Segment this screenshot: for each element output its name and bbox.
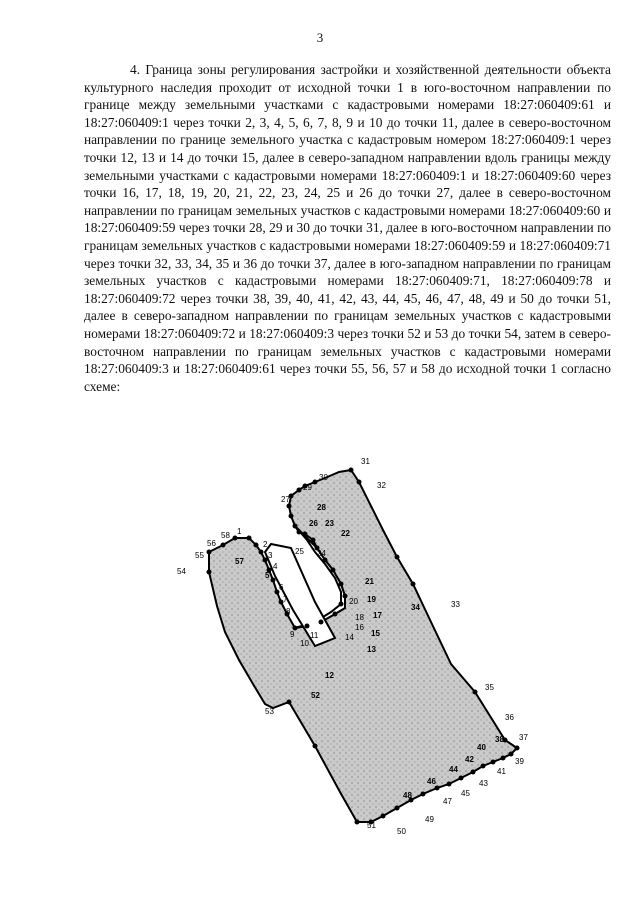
label-p36: 36 <box>505 713 514 722</box>
label-p27: 27 <box>281 495 290 504</box>
label-p14: 14 <box>345 633 354 642</box>
label-p43: 43 <box>479 779 488 788</box>
label-p49: 49 <box>425 815 434 824</box>
page-number: 3 <box>316 30 324 45</box>
label-p50: 50 <box>397 827 406 836</box>
label-p28: 28 <box>317 503 326 512</box>
label-p17: 17 <box>373 611 382 620</box>
label-p25: 25 <box>295 547 304 556</box>
label-p20: 20 <box>349 597 358 606</box>
label-p15: 15 <box>371 629 380 638</box>
label-p44: 44 <box>449 765 458 774</box>
label-p1: 1 <box>237 527 242 536</box>
label-p24: 24 <box>317 549 326 558</box>
label-p23: 23 <box>325 519 334 528</box>
label-p38: 38 <box>495 735 504 744</box>
label-p33: 33 <box>451 600 460 609</box>
label-p35: 35 <box>485 683 494 692</box>
label-p9: 9 <box>290 630 295 639</box>
label-p6: 6 <box>279 583 284 592</box>
label-p19: 19 <box>367 595 376 604</box>
label-p22: 22 <box>341 529 350 538</box>
label-p57: 57 <box>235 557 244 566</box>
label-p54: 54 <box>177 567 186 576</box>
boundary-description: 4. Граница зоны регулирования застройки и хозяйственной деятельности объекта культурного наследия проходит от исходной точки 1 в юго-восточном направлении по границе между земельными участками с кадастровыми номерами 18:27:060409:61 и 18:27:060409:1 через точки 2, 3, 4, 5, 6, 7, 8, 9 и 10 до точки 11, далее в северо-восточном направлении по границе земельного участка с кадастровым номером 18:27:060409:1 через точки 12, 13 и 14 до точки 15, далее в северо-западном направлении вдоль границы между земельными участками с кадастровыми номерами 18:27:060409:1 и 18:27:060409:60 через точки 16, 17, 18, 19, 20, 21, 22, 23, 24, 25 и 26 до точки 27, далее в северо-восточном направлении по границам земельных участков с кадастровыми номерами 18:27:060409:60 и 18:27:060409:59 через точки 28, 29 и 30 до точки 31, далее в юго-восточном направлении по границам земельных участков с кадастровыми номерами 18:27:060409:59 и 18:27:060409:71 через точки 32, 33, 34, 35 и 36 до точки 37, далее в юго-западном направлении по границам земельных участков с кадастровыми номерами 18:27:060409:71, 18:27:060409:78 и 18:27:060409:72 через точки 38, 39, 40, 41, 42, 43, 44, 45, 46, 47, 48, 49 и 50 до точки 51, далее в северо-западном направлении по границам земельных участков с кадастровыми номерами 18:27:060409:72 и 18:27:060409:3 через точки 52 и 53 до точки 54, затем в северо-восточном направлении по границам земельных участков с кадастровыми номерами 18:27:060409:3 и 18:27:060409:61 через точки 55, 56, 57 и 58 до исходной точки 1 согласно схеме: <box>84 62 611 394</box>
label-p26: 26 <box>309 519 318 528</box>
zone-boundary-scheme <box>165 452 535 842</box>
label-p47: 47 <box>443 797 452 806</box>
label-p55: 55 <box>195 551 204 560</box>
label-p52: 52 <box>311 691 320 700</box>
label-p56: 56 <box>207 539 216 548</box>
label-p10: 10 <box>300 639 309 648</box>
label-p30: 30 <box>319 473 328 482</box>
label-p12: 12 <box>325 671 334 680</box>
label-p40: 40 <box>477 743 486 752</box>
label-p39: 39 <box>515 757 524 766</box>
zone-area <box>209 470 517 822</box>
label-p41: 41 <box>497 767 506 776</box>
label-p11: 11 <box>310 631 319 640</box>
label-p58: 58 <box>221 531 230 540</box>
label-p31: 31 <box>361 457 370 466</box>
label-p42: 42 <box>465 755 474 764</box>
label-p48: 48 <box>403 791 412 800</box>
label-p53: 53 <box>265 707 274 716</box>
label-p45: 45 <box>461 789 470 798</box>
label-p8: 8 <box>286 607 291 616</box>
label-p13: 13 <box>367 645 376 654</box>
label-p37: 37 <box>519 733 528 742</box>
label-p3: 3 <box>268 551 273 560</box>
label-p2: 2 <box>263 540 268 549</box>
label-p5: 5 <box>265 571 270 580</box>
label-p16: 16 <box>355 623 364 632</box>
label-p18: 18 <box>355 613 364 622</box>
label-p46: 46 <box>427 777 436 786</box>
label-p4: 4 <box>273 562 278 571</box>
label-p32: 32 <box>377 481 386 490</box>
label-p51: 51 <box>367 821 376 830</box>
label-p7: 7 <box>283 595 288 604</box>
label-p34: 34 <box>411 603 420 612</box>
label-p29: 29 <box>303 483 312 492</box>
label-p21: 21 <box>365 577 374 586</box>
